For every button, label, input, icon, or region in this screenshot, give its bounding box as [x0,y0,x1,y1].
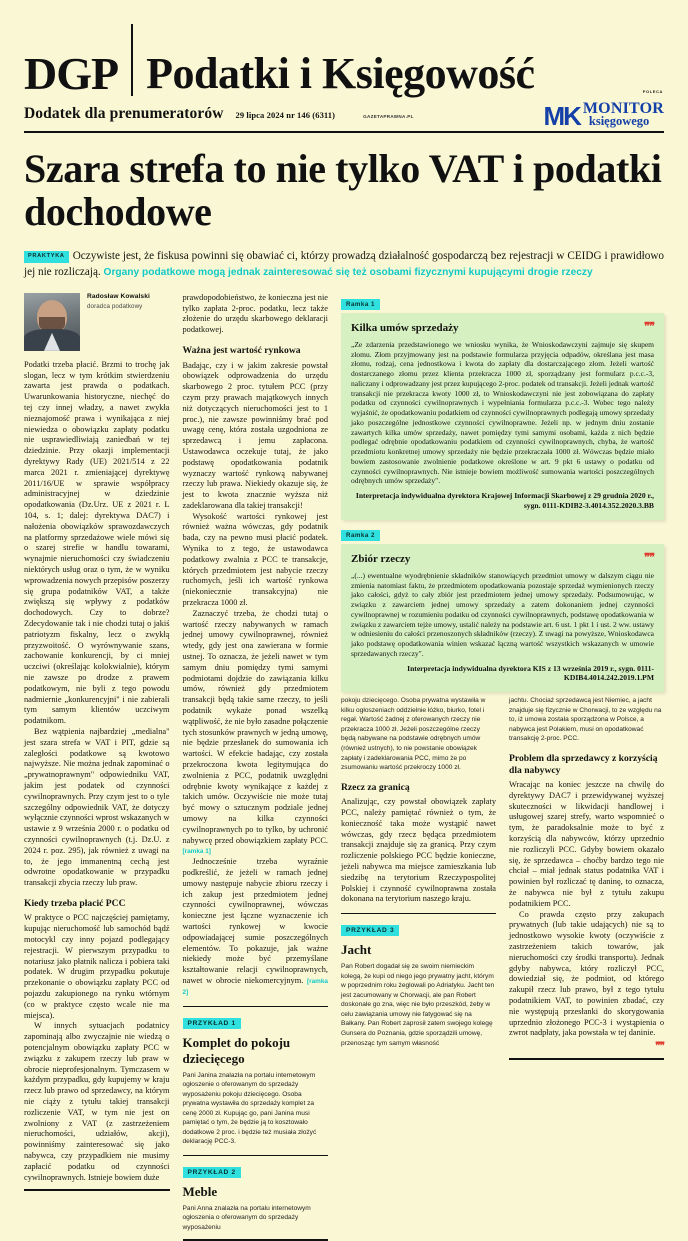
ramka-1-title: Kilka umów sprzedaży [351,321,459,334]
mk-word-monitor: MONITOR [582,99,664,117]
masthead-divider [131,24,133,96]
ramka-2-signature: Interpretacja indywidualna dyrektora KIS z 13 września 2019 r., sygn. 0111-KDIB4.4014.242.2019.1.PM [407,663,654,683]
przyklad-3-label: PRZYKŁAD 3 [341,925,399,936]
paragraph: Wracając na koniec jeszcze na chwilę do dyrektywy DAC7 i przewidywanej wyższej skuteczności w likwidacji handlowej i usługowej szarej strefy, warto wspomnieć o tym, że paradoksalnie może to być z korzyścią dla nabywców, którzy uprzednio nie rozliczyli PCC. Gdyby bowiem okazało się, że sprzedawca – choćby bardzo tego nie chciał – miał jednak status podatnika VAT i powinien był rozliczać tę daninę, to oznacza, że nabywca nie był z tytułu zakupu podatnikiem PCC. [509,780,664,908]
brand-logo: DGP [24,48,119,100]
ramka-1-signature: Interpretacja indywidualna dyrektora Krajowej Informacji Skarbowej z 29 grudnia 2020 r., sygn. 0111-KDIB2-3.4014.352.2020.3.BB [355,491,654,510]
paragraph-text: Jednocześnie trzeba wyraźnie podkreślić, że jeżeli w ramach jednej umowy następuje nabycie zbioru rzeczy i ich zakup jest przedmiotem jednej czynności cywilnoprawnej, wówczas konieczne jest łączne wyznaczenie ich wartości rynkowej w kwocie odpowiadającej sumie poszczególnych elementów. To pokazuje, jak ważne niekiedy może być przemyślane kształtowanie relacji cywilnoprawnych, nawet w obrocie niekomercyjnym. [182,857,328,985]
ramka-1-reference[interactable]: [ramka 1] [182,848,211,856]
paragraph: Badając, czy i w jakim zakresie powstał obowiązek odprowadzenia do urzędu skarbowego 2 proc. tytułem PCC (przy czym przy prawach majątkowych innych niż dotyczących nieruchomości jest to 1 proc.), nie zawsze powinniśmy brać pod uwagę cenę, która została uzgodniona ze sprzedawcą i jemu zapłacona. Ustawodawca oczekuje tutaj, że jako podstawę opodatkowania podatnik wyznaczy wartość rynkową nabywanej rzeczy lub prawa. Niekiedy okazuje się, że jest to kwota znacznie wyższa niż zadeklarowana dla takiej transakcji! [182,360,328,510]
author-role: doradca podatkowy [87,303,143,311]
przyklad-1-title: Komplet do pokoju dziecięcego [182,1034,291,1066]
issue-date: 29 lipca 2024 nr 146 (6311) [235,110,336,120]
supplement-title: Podatki i Księgowość [146,49,535,98]
przyklad-3-continued: jachtu. Chociaż sprzedawcą jest Niemiec, a jacht znajduje się fizycznie w Chorwacji, to ze względu na to, iż umowa została sporządzona w Polsce, a nabywca jest Polakiem, musi on opodatkować transakcję 2-proc. PCC. [509,697,662,743]
ramka-1-header [351,322,654,340]
divider [183,1006,329,1007]
przyklad-1-text: Pani Janina znalazła na portalu internetowym ogłoszenie o oferowanym do sprzedaży wyposażeniu pokoju dziecięcego. Osoba prywatna wystawiła do sprzedaży komplet za cenę 2000 zł. Kupując go, pani Janina musi pamiętać o tym, że będzie ją to kosztowało dodatkowe 2 proc. i będzie też musiała złożyć deklarację PCC-3. [182,1071,317,1146]
author-byline [24,293,170,351]
przyklad-1-label: PRZYKŁAD 1 [183,1018,241,1029]
praktyka-tag: PRAKTYKA [24,251,69,263]
divider [183,1155,329,1156]
quote-icon: ❞❞ [644,551,654,564]
subheading-rzecz-za-granica: Rzecz za granicą [341,781,410,793]
ramka-2-reference[interactable]: [ramka 2] [182,977,328,996]
paragraph: Bez wątpienia najbardziej „medialna" jest szara strefa w VAT i PIT, gdzie są zaległości podatkowe są kwotowo najwyższe. Nie można jednak zapominać o „prywatnoprawnym" odpowiedniku VAT, jakim jest podatek od czynności cywilnoprawnych. Przy czym jest to o tyle szczególny odpowiednik VAT, że dotyczy wyłącznie czynności wprost wskazanych w ustawie z 9 września 2000 r. o podatku od czynności cywilnoprawnych (t.j. Dz.U. z 2024 r. poz. 295), jak również z uwagi na to, że jego immanentną cechą jest odwrotne opodatkowanie w przypadku transakcji zbycia rzeczy lub praw. [24,726,170,888]
lower-right-columns [341,696,664,1060]
author-name: Radosław Kowalski [87,292,150,300]
paragraph [183,609,329,857]
article-lead [24,249,664,279]
end-mark-icon: ❞❞ [655,1041,664,1053]
masthead-rule [24,131,664,133]
article-columns [24,293,664,1241]
column-3 [341,696,496,1060]
przyklad-2-box [183,1155,329,1233]
ramka-2-text: „(...) ewentualne wyodrębnienie składników stanowiących przedmiot umowy w dalszym ciągu nie zmienia natomiast faktu, że przedmiotem opodatkowania pozostaje sprzedaż wymienionych rzeczy jako całości, gdyż to cały zbiór jest przedmiotem jednej umowy sprzedaży. Podsumowując, w związku z zawarciem jednej umowy sprzedaży a zatem dokonaniem jednej czynności cywilnoprawnej w rozumieniu podatku od czynności cywilnoprawnych, podstawę opodatkowania w związku z zawarciem tejże umowy, ustalić należy na podstawie art. 6 ust. 1 pkt 1 i ust. 2 ww. ustawy w odniesieniu do całości przenoszonych składników (rzeczy). Z uwagi na powyższe, Wnioskodawca jako podstawę opodatkowania winien wskazać łączną wartość wszystkich wskazanych w umowie sprzedawanych rzeczy". [351,570,654,658]
przyklad-2-title: Meble [182,1183,218,1199]
paragraph: prawdopodobieństwo, że konieczna jest nie tylko zapłata 2-proc. podatku, lecz także złożenie do urzędu skarbowego deklaracji podatkowej. [182,292,328,335]
przyklad-3-title: Jacht [341,942,372,958]
subheading-wazna-wartosc-rynkowa: Ważna jest wartość rynkowa [182,345,301,357]
przyklad-3-text: Pan Robert dogadał się ze swoim niemieckim kolegą, że kupi od niego jego prywatny jacht, którym w poprzednim roku żeglowali po Adriatyku. Jacht ten jest zacumowany w Chorwacji, ale pan Robert doskonale go zna, więc nie było przeszkód, żeby w celu zawiązania umowy nie fatygować się na Bałkany. Pan Robert zaprosił zatem swojego kolegę Gunsera do Poznania, gdzie sporządzili umowę, przenosząc tym samym własność [341,963,495,1047]
quote-icon: ❞❞ [644,320,654,333]
subheading-kiedy-placic-pcc: Kiedy trzeba płacić PCC [24,897,126,909]
column-rule [509,1058,664,1060]
paragraph: Podatki trzeba płacić. Brzmi to trochę jak slogan, lecz w tym krótkim stwierdzeniu zawarta jest prawda o podatkach. Uwarunkowania historyczne, niechęć do tej czy innej władzy, a nawet zwykła nieznajomość prawa i wynikająca z niej niewiedza o obowiązku zapłaty podatku nie usprawiedliwiają zaniedbań w tej dziedzinie. Przy okazji implementacji dyrektywy Rady (UE) 2021/514 z 22 marca 2021 r. zmieniającej dyrektywę 2011/16/UE w sprawie współpracy administracyjnej w dziedzinie opodatkowania (Dz.Urz. UE z 2021 r. L 104, s. 1; dalej: dyrektywa DAC7) i nałożenia obowiązków sprawozdawczych na platformy sprzedażowe wiele mówi się o szarej strefie w handlu towarami, wynajmie nieruchomości czy świadczeniu niektórych usług oraz o tym, że w wyniku wprowadzenia nowych przepisów poszerzy się grupa podatników VAT, a także zwiększą się wpływy z podatków dochodowych. Czy to dobrze? Zdecydowanie tak i nie chodzi tutaj o jakiś patriotyzm fiskalny, lecz o zwykłą przyzwoitość. O wyrównywanie szans, zachowanie konkurencji, by ci mniej uczciwi (określając kolokwialnie), którym nie zawsze po drodze z prawem podatkowym, nie byli z tego powodu nadmiernie „konkurencyjni" i nie zabierali tym samym klientów uczciwym podatnikom. [24,359,170,726]
column-rule [24,1189,170,1191]
poleca-label: POLECA [642,88,663,94]
paragraph: W innych sytuacjach podatnicy zapominają albo zwyczajnie nie wiedzą o potencjalnym obowiązku zapłaty PCC w związku z zakupem rzeczy lub praw w obrocie nieprofesjonalnym. Tymczasem w każdym przypadku, gdy kupujemy w kraju rzecz lub prawo od sprzedawcy, na którym nie ciąży z tytułu takiej transakcji rozliczenie VAT, w tym nie jest on zwolniony z VAT (z zastrzeżeniem nieruchomości, udziałów, akcji), powinniśmy zainteresować się jako nabywca, czy przypadkiem nie musimy zapłacić podatku od czynności cywilnoprawnych. Istnieje bowiem duże [24,1021,170,1182]
divider [341,913,496,914]
mk-wordmark [583,101,664,128]
column-right-area [341,293,664,1241]
masthead [24,22,664,133]
ramka-1-label: Ramka 1 [341,299,380,310]
website-url: GAZETAPRAWNA.PL [363,114,414,119]
paragraph: Co prawda często przy zakupach prywatnych (lub takie udających) nie są to jednostkowo wysokie kwoty (oczywiście z zastrzeżeniem takich towarów, jak nieruchomości czy środki transportu). Jednak gdyby nabywca, który rozliczył PCC, dowiedział się, że podmiot, od którego zakupił rzecz lub prawo, był z tego tytułu podatnikiem VAT, to powinien zbadać, czy nie występują przesłanki do skorygowania uprzednio złożonego PCC-3 i wystąpienia o zwrot nadpłaty, jaka powstała w tej daninie. [509,909,664,1038]
mk-word-ksiegowego: księgowego [588,113,650,128]
mk-monogram: MK [543,100,580,131]
przyklad-1-box [183,1006,329,1147]
masthead-subtitle: Dodatek dla prenumeratorów [24,105,224,122]
column-4 [509,696,664,1060]
avatar [24,293,80,351]
masthead-subrow [24,88,664,131]
paragraph-text: Zaznaczyć trzeba, że chodzi tutaj o wartość rzeczy nabywanych w ramach jednej umowy cywilnoprawnej, również wtedy, gdy jest ona zawierana w formie ustnej. To oznacza, że jeżeli nawet w tym samym dniu pomiędzy tymi samymi podmiotami dojdzie do zawiązania kilku umów, również gdy przedmiotem transakcji będą takie same rzeczy, to jeśli podatnik wykaże ponad wszelką wątpliwość, że nie było zasadne połączenie tych stosunków prawnych w jedną umowę, nie będzie przesłanek do sumowania ich wartości. W efekcie badając, czy została przekroczona kwota legitymująca do zwolnienia z PCC, podatnik uwzględni odrębnie kwoty wynikające z każdej z takich umów. Oczywiście nie może tutaj być mowy o sztucznym podziale jednej umowy na kilka czynności cywilnoprawnych po to tylko, by uchronić nabywcę przed obowiązkiem zapłaty PCC. [182,608,328,845]
paragraph [183,857,329,997]
ramka-2-label: Ramka 2 [341,530,380,541]
column-1 [24,293,170,1241]
ramka-2 [341,544,664,692]
article-headline: Szara strefa to nie tylko VAT i podatki dochodowe [24,146,662,235]
przyklad-3-box [341,913,496,1048]
ramka-1-text: „Ze zdarzenia przedstawionego we wniosku wynika, że Wnioskodawczyni zajmuje się skupem złomu. Złom przyjmowany jest na podstawie formularza przyjęcia odpadów, określana jest masa złomu, rodzaj, cena jednostkowa i kwota do zapłaty dla dostarczającego złom. Jeżeli wartość dostarczanego złomu przez klienta przekracza 1000 zł, sporządzany jest formularz p.c.c.-3, naliczany i odprowadzany jest przez kupującego 2-proc. podatek od transakcji. Jeżeli jednak wartość transakcji nie przekracza kwoty 1000 zł, to Wnioskodawczyni nie jest zobowiązana do zapłaty podatku od czynności cywilnoprawnych i wypełniania formularza p.c.c.-3. Wobec tego należy wyjaśnić, że opodatkowaniu podatkiem od czynności cywilnoprawnych podlegają umowy sprzedaży jako poszczególne jednostkowe czynności cywilnoprawne. Jeżeli np. w jednym dniu zostanie zawartych kilka umów sprzedaży, nawet pomiędzy tymi samymi osobami, każda z nich będzie podlegać odrębnie opodatkowaniu podatkiem od czynności cywilnoprawnych, chyba, że wartość przedmiotu konkretnej umowy sprzedaży nie będzie przekraczała 1000 zł. Wówczas będzie miało bowiem zastosowanie zwolnienie podatkowe określone w art. 9 pkt 6 ustawy o podatku od czynności cywilnoprawnych. Nie istnieje bowiem możliwość sumowania wartości poszczególnych odrębnych umów sprzedaży". [351,339,654,486]
masthead-title-row [24,22,664,100]
paragraph: W praktyce o PCC najczęściej pamiętamy, kupując nieruchomość lub samochód bądź motocykl czy inny pojazd podlegający rejestracji. W pierwszym przypadku to notariusz jako płatnik nalicza i pobiera taki podatek. W drugim przypadku pokutuje przekonanie o obowiązku zapłaty PCC od pojazdu zakupionego na rynku wtórnym (co w praktyce często wcale nie ma miejsca). [24,913,170,1020]
column-2 [183,293,329,1241]
lead-highlight: Organy podatkowe mogą jednak zainteresować się też osobami fizycznymi kupującymi drogie rzeczy [103,266,593,278]
przyklad-2-continued: pokoju dziecięcego. Osoba prywatna wystawiła w kilku ogłoszeniach oddzielnie łóżko, biurko, fotel i regał. Wartość żadnej z oferowanych rzeczy nie przekracza 1000 zł. Jeżeli poszczególne rzeczy będą nabywane na podstawie odrębnych umów (również ustnych), to nie powstanie obowiązek zapłaty i zadeklarowania PCC, mimo że po zsumowaniu wartość przekroczy 1000 zł. [341,697,486,772]
przyklad-2-text: Pani Anna znalazła na portalu internetowym ogłoszenia o oferowanym do sprzedaży wyposażeniu [182,1204,311,1232]
ramka-2-title: Zbiór rzeczy [351,552,411,565]
ramka-1 [341,313,664,520]
ramka-2-header [351,553,654,571]
paragraph: Wysokość wartości rynkowej jest również ważna wówczas, gdy podatnik bada, czy na pewno musi płacić podatek. Wynika to z tego, że ustawodawca podatkowy zwalnia z PCC te transakcje, których przedmiotem jest nabycie rzeczy ruchomych, jeśli ich wartość rynkowa (niekoniecznie transakcyjna) nie przekracza 1000 zł. [182,511,328,608]
column-rule [183,1239,329,1241]
subheading-problem-dla-sprzedawcy: Problem dla sprzedawcy z korzyścią dla nabywcy [509,753,658,776]
lead-text: Oczywiste jest, że fiskusa powinni się obawiać ci, którzy prowadzą działalność gospodarczą bez rejestracji w CEIDG i prawidłowo jej nie rozliczają. [24,250,664,278]
paragraph: Analizując, czy powstał obowiązek zapłaty PCC, należy pamiętać również o tym, że konieczność taka może wystąpić nawet wówczas, gdy rzecz będąca przedmiotem transakcji znajduje się za granicą. Przy czym rozliczenie polskiego PCC będzie konieczne, jeżeli nabywca ma miejsce zamieszkania lub siedzibę na terytorium Rzeczypospolitej Polskiej i czynność cywilnoprawna została dokonana na terytorium naszego kraju. [341,797,496,904]
monitor-ksiegowego-logo [543,88,664,131]
przyklad-2-label: PRZYKŁAD 2 [183,1167,241,1178]
